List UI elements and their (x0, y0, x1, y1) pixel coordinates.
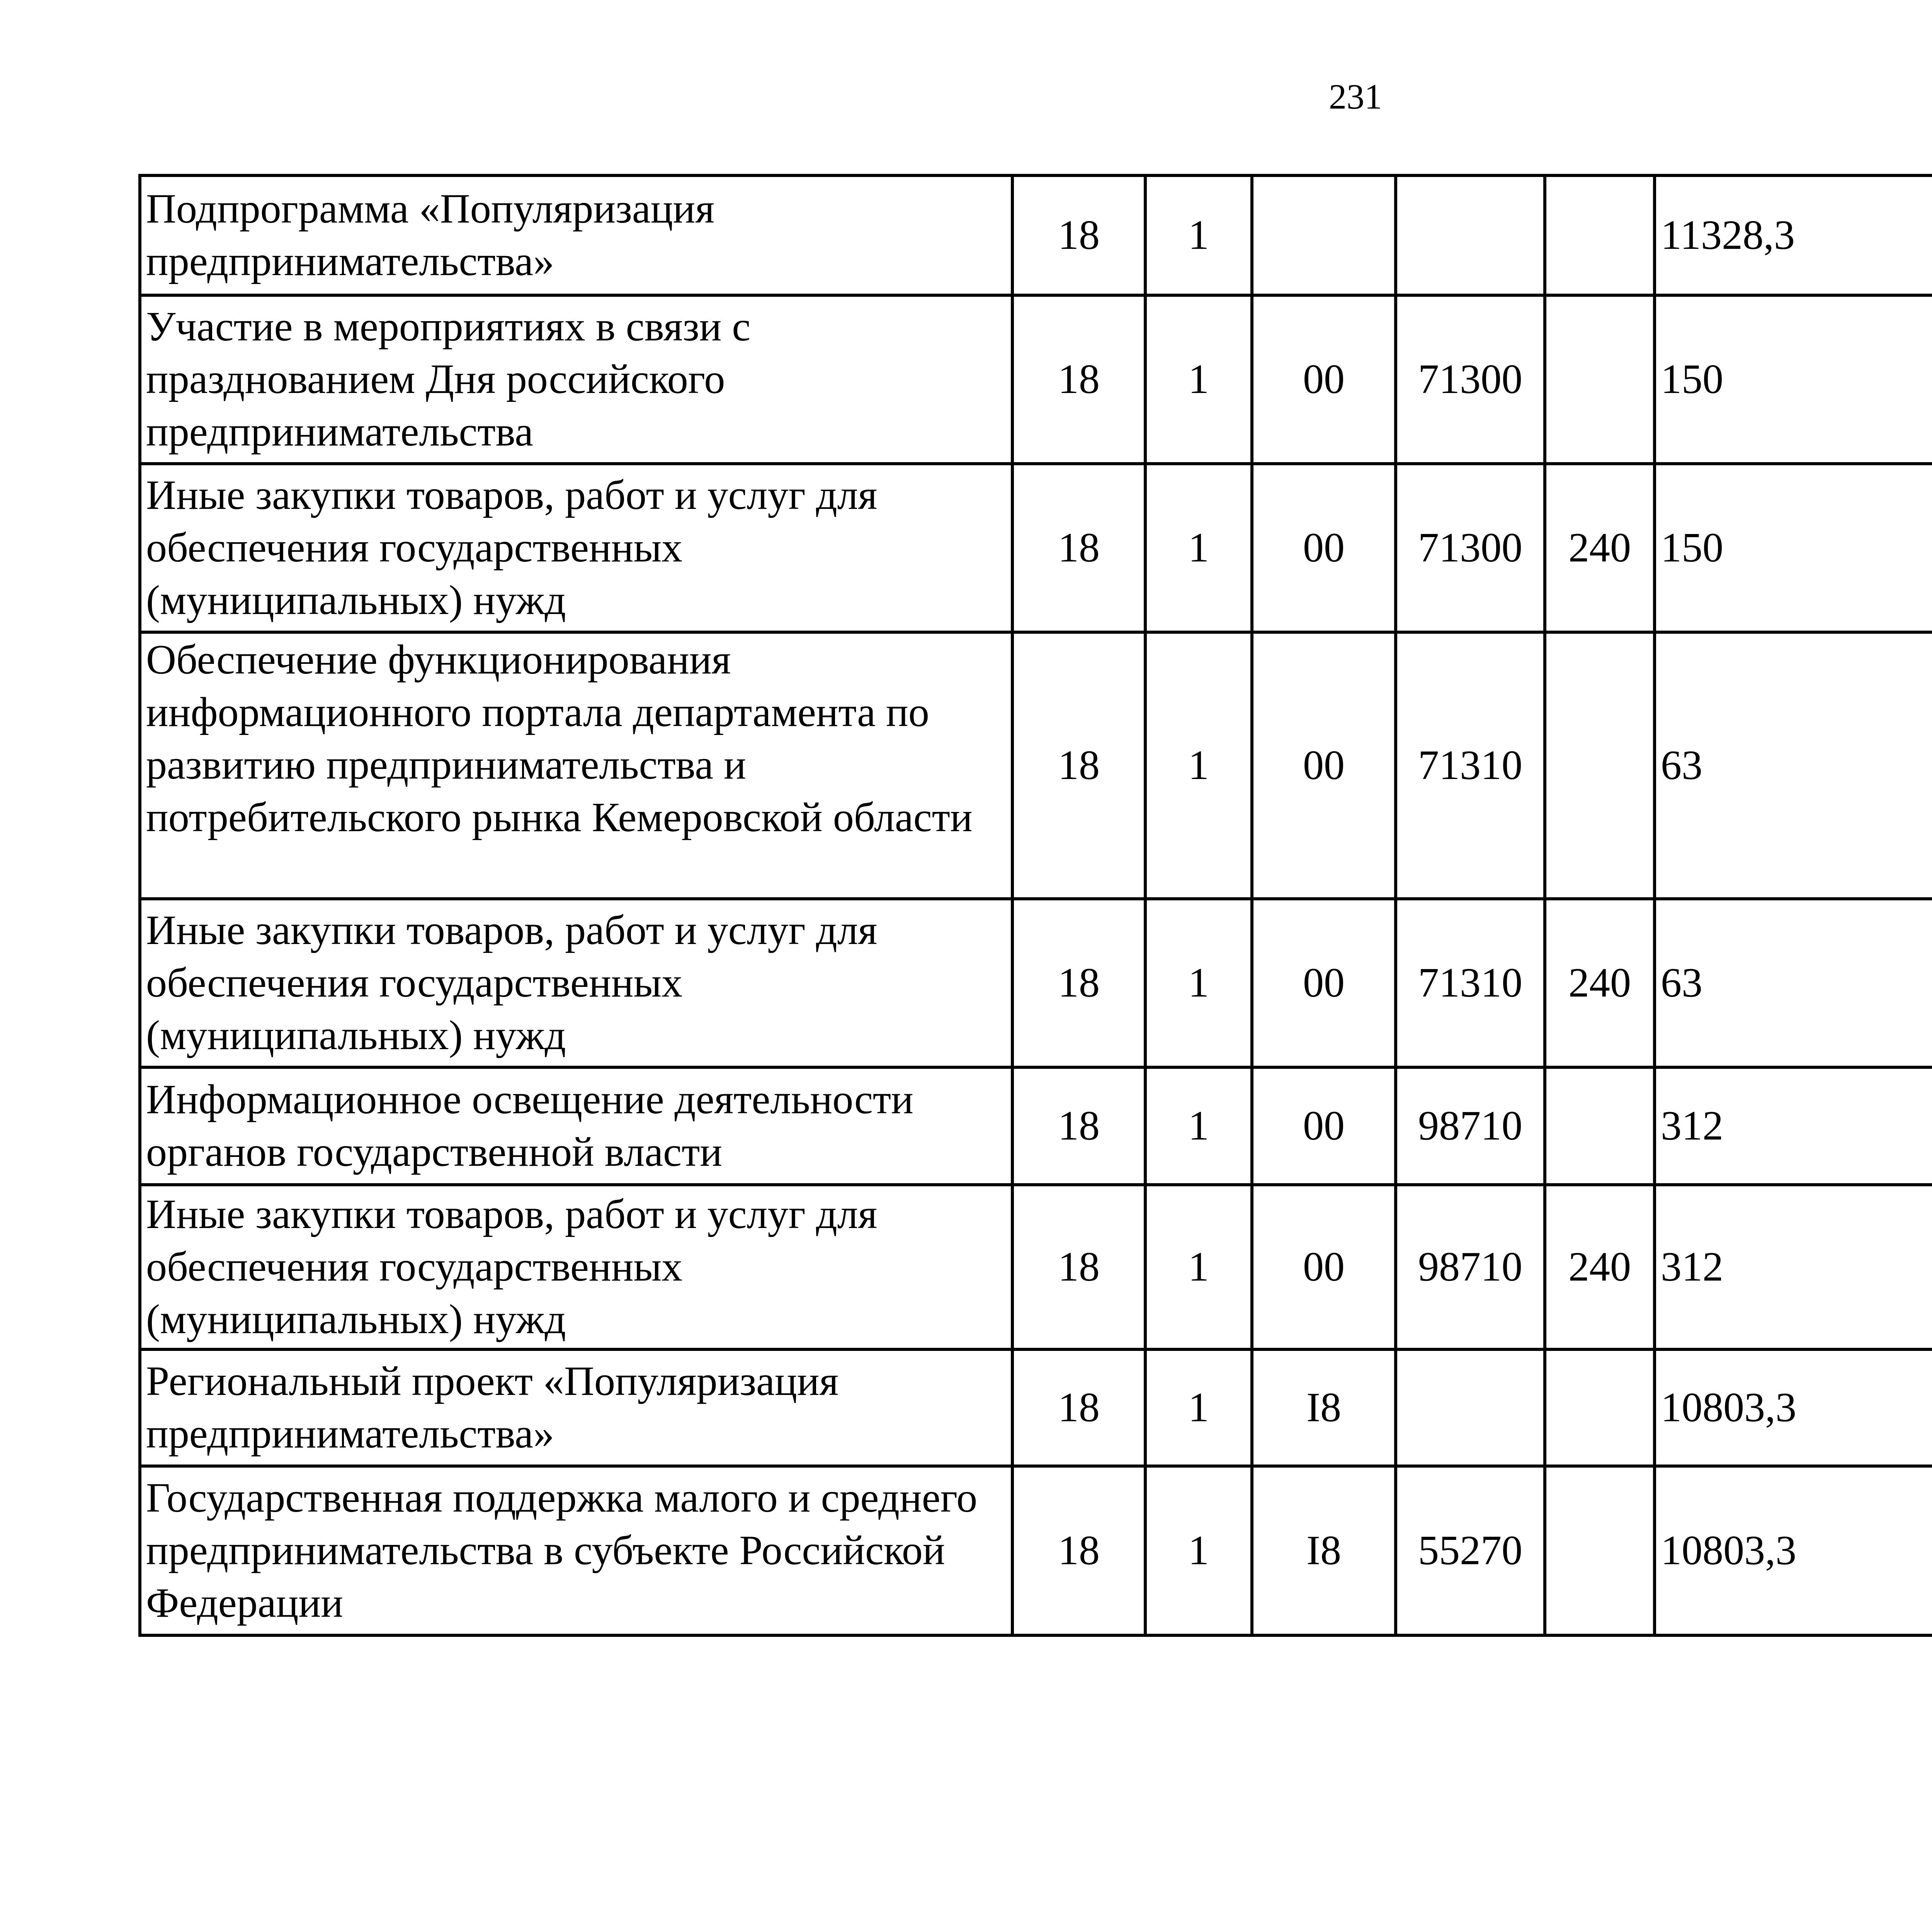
amount-cell: 312 (1655, 1067, 1932, 1185)
expense-code: 71300 (1396, 295, 1545, 464)
ministry-code: 18 (1012, 1067, 1145, 1185)
expense-code: 71310 (1396, 632, 1545, 899)
ministry-code: 18 (1012, 464, 1145, 632)
type-code (1545, 1067, 1655, 1185)
ministry-code: 18 (1012, 1185, 1145, 1349)
row-name: Иные закупки товаров, работ и услуг для обеспечения государственных (муниципальных) нужд (140, 899, 1012, 1067)
type-code: 240 (1545, 899, 1655, 1067)
row-name: Иные закупки товаров, работ и услуг для обеспечения государственных (муниципальных) нужд (140, 464, 1012, 632)
direction-code: 00 (1252, 1185, 1396, 1349)
table-row (140, 464, 1932, 632)
section-code: 1 (1145, 1185, 1252, 1349)
section-code: 1 (1145, 1067, 1252, 1185)
type-code (1545, 1466, 1655, 1635)
type-code (1545, 295, 1655, 464)
expense-code (1396, 1349, 1545, 1466)
type-code (1545, 175, 1655, 295)
row-name: Государственная поддержка малого и среднего предпринимательства в субъекте Российской Федерации (140, 1466, 1012, 1635)
row-name: Участие в мероприятиях в связи с празднованием Дня российского предпринимательства (140, 295, 1012, 464)
section-code: 1 (1145, 1349, 1252, 1466)
ministry-code: 18 (1012, 899, 1145, 1067)
type-code: 240 (1545, 464, 1655, 632)
ministry-code: 18 (1012, 295, 1145, 464)
expense-code: 98710 (1396, 1185, 1545, 1349)
expense-code: 98710 (1396, 1067, 1545, 1185)
budget-table (138, 174, 1932, 1637)
ministry-code: 18 (1012, 632, 1145, 899)
amount-cell: 150 (1655, 295, 1932, 464)
amount-cell: 11328,3 (1655, 175, 1932, 295)
section-code: 1 (1145, 295, 1252, 464)
direction-code (1252, 175, 1396, 295)
expense-code: 71310 (1396, 899, 1545, 1067)
section-code: 1 (1145, 1466, 1252, 1635)
table-row (140, 1185, 1932, 1349)
amount-cell: 150 (1655, 464, 1932, 632)
ministry-code: 18 (1012, 1349, 1145, 1466)
direction-code: 00 (1252, 295, 1396, 464)
table-row (140, 632, 1932, 899)
expense-code: 71300 (1396, 464, 1545, 632)
row-name: Региональный проект «Популяризация предпринимательства» (140, 1349, 1012, 1466)
expense-code: 55270 (1396, 1466, 1545, 1635)
type-code: 240 (1545, 1185, 1655, 1349)
amount-cell: 10803,3 (1655, 1349, 1932, 1466)
amount-cell: 63 (1655, 899, 1932, 1067)
section-code: 1 (1145, 899, 1252, 1067)
type-code (1545, 1349, 1655, 1466)
direction-code: I8 (1252, 1466, 1396, 1635)
direction-code: 00 (1252, 632, 1396, 899)
table-row (140, 1067, 1932, 1185)
amount-cell: 10803,3 (1655, 1466, 1932, 1635)
amount-cell: 63 (1655, 632, 1932, 899)
expense-code (1396, 175, 1545, 295)
table-row (140, 175, 1932, 295)
direction-code: 00 (1252, 899, 1396, 1067)
section-code: 1 (1145, 175, 1252, 295)
section-code: 1 (1145, 632, 1252, 899)
row-name: Информационное освещение деятельности органов государственной власти (140, 1067, 1012, 1185)
row-name: Иные закупки товаров, работ и услуг для обеспечения государственных (муниципальных) нужд (140, 1185, 1012, 1349)
direction-code: I8 (1252, 1349, 1396, 1466)
direction-code: 00 (1252, 464, 1396, 632)
section-code: 1 (1145, 464, 1252, 632)
ministry-code: 18 (1012, 1466, 1145, 1635)
table-row (140, 295, 1932, 464)
direction-code: 00 (1252, 1067, 1396, 1185)
page-number: 231 (1329, 77, 1382, 116)
table-row (140, 899, 1932, 1067)
row-name: Обеспечение функционирования информационного портала департамента по развитию предпринимательства и потребительского рынка Кемеровской области (140, 632, 1012, 899)
amount-cell: 312 (1655, 1185, 1932, 1349)
table-row (140, 1349, 1932, 1466)
row-name: Подпрограмма «Популяризация предпринимательства» (140, 175, 1012, 295)
ministry-code: 18 (1012, 175, 1145, 295)
table-row (140, 1466, 1932, 1635)
type-code (1545, 632, 1655, 899)
